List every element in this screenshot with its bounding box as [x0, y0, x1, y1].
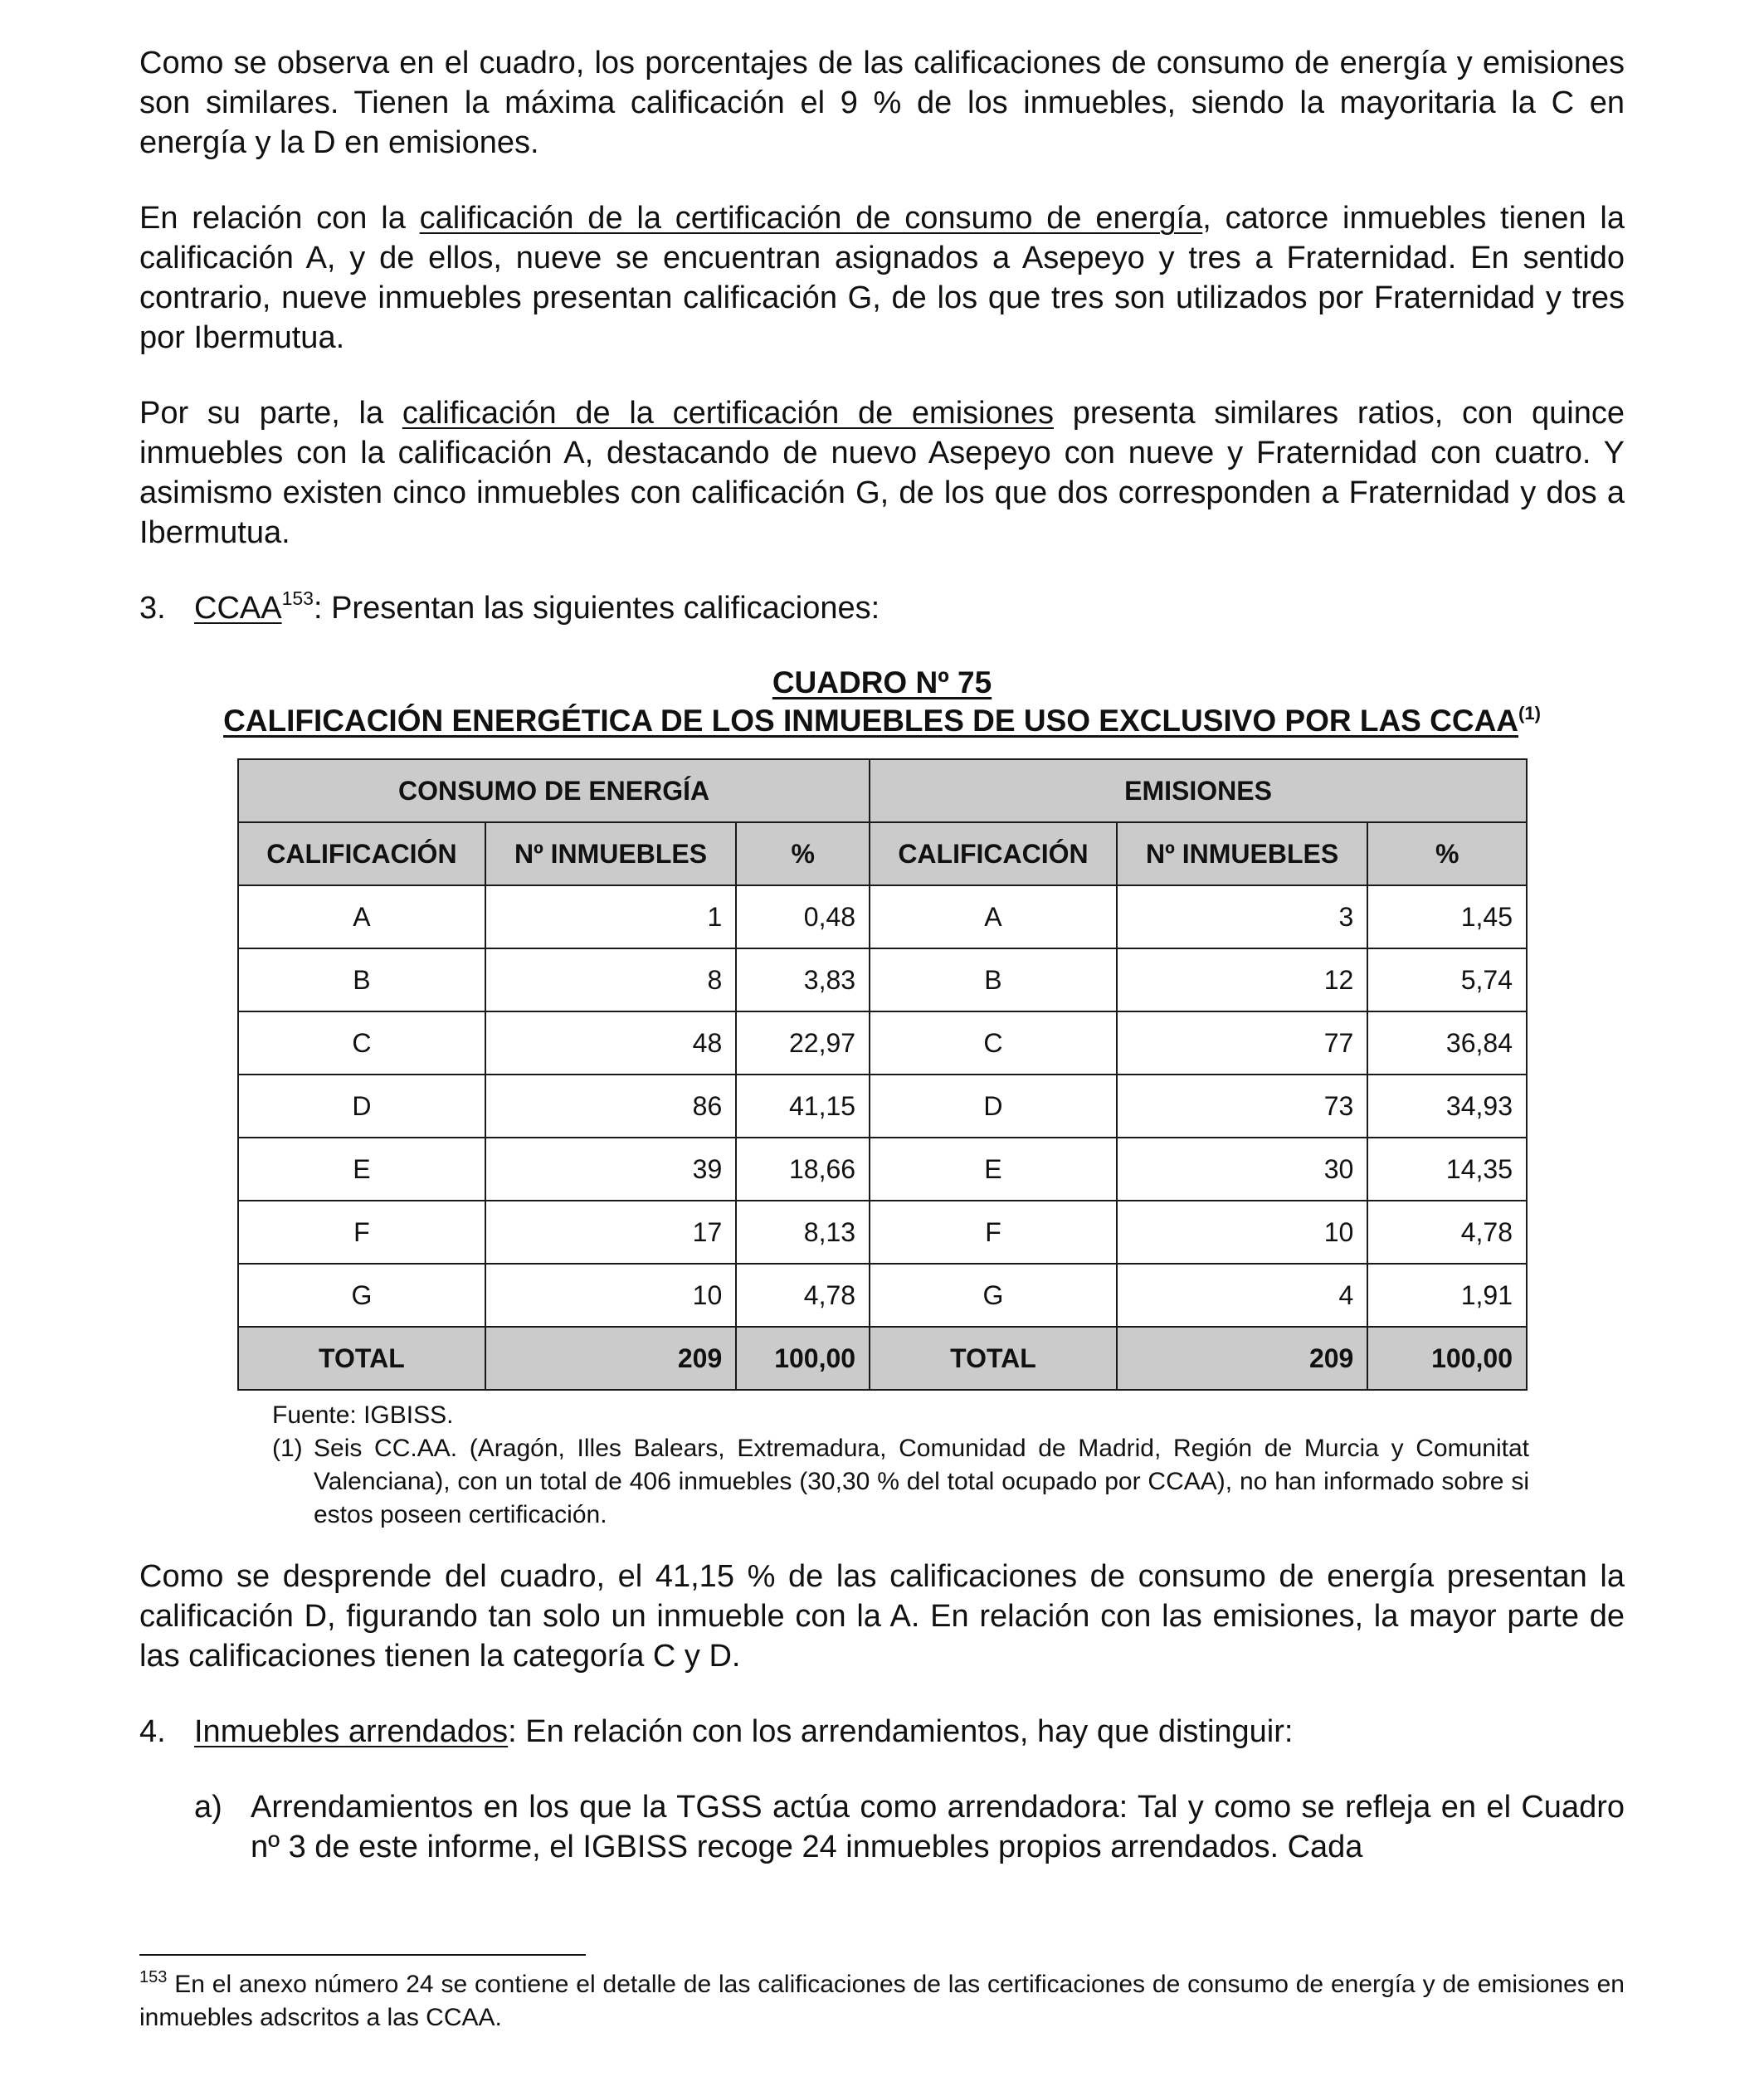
- list-item-a-marker: a): [194, 1790, 222, 1825]
- table-cell: 8,13: [736, 1201, 870, 1264]
- table-row: [238, 1011, 1527, 1075]
- table-cell: F: [870, 1201, 1117, 1264]
- paragraph-3-post: presenta similares ratios, con quince inmuebles con la calificación A, destacando de nuevo Asepeyo con nueve y Fraternidad con cuatro. Y asimismo existen cinco inmuebles con calificación G, de los que dos corresponden a Fraternidad y dos a Ibermutua.: [139, 396, 1625, 550]
- footnote-ref-153: 153: [281, 587, 314, 609]
- table-cell: 8: [485, 948, 736, 1011]
- table-caption-number: CUADRO Nº 75: [772, 665, 992, 699]
- paragraph-4: Como se desprende del cuadro, el 41,15 % de las calificaciones de consumo de energía presentan la calificación D, figurando tan solo un inmueble con la A. En relación con las emisiones, la mayor parte de las calificaciones tienen la categoría C y D.: [139, 1559, 1625, 1674]
- table-row: [238, 1138, 1527, 1201]
- list-item-3-number: 3.: [139, 591, 166, 626]
- table-cell: 100,00: [1367, 1327, 1527, 1390]
- paragraph-2: [139, 198, 1625, 358]
- after-table-content: [139, 1557, 1625, 1867]
- list-item-4: [139, 1712, 1625, 1752]
- document-page: [139, 43, 1625, 1903]
- table-cell: 36,84: [1367, 1011, 1527, 1075]
- table-cell: 14,35: [1367, 1138, 1527, 1201]
- column-header: %: [736, 822, 870, 885]
- paragraph-1: Como se observa en el cuadro, los porcentajes de las calificaciones de consumo de energía y emisiones son similares. Tienen la máxima calificación el 9 % de los inmuebles, siendo la mayoritaria la C en energía y la D en emisiones.: [139, 46, 1625, 160]
- group-header-energy: CONSUMO DE ENERGÍA: [238, 759, 870, 822]
- table-cell: 77: [1117, 1011, 1367, 1075]
- table-cell: 1: [485, 885, 736, 948]
- table-cell: G: [870, 1264, 1117, 1327]
- paragraph-2-pre: En relación con la: [139, 201, 420, 236]
- paragraph-3: [139, 393, 1625, 553]
- column-header: Nº INMUEBLES: [1117, 822, 1367, 885]
- table-cell: 1,45: [1367, 885, 1527, 948]
- table-note-text: Seis CC.AA. (Aragón, Illes Balears, Extremadura, Comunidad de Madrid, Región de Murcia y Comunitat Valenciana), con un total de 406 inmuebles (30,30 % del total ocupado por CCAA), no han informado sobre si estos poseen certificación.: [314, 1435, 1529, 1528]
- table-notes: [272, 1399, 1529, 1532]
- table-cell: F: [238, 1201, 485, 1264]
- list-item-3: [139, 588, 1625, 628]
- table-group-header-row: [238, 759, 1527, 822]
- group-header-emissions: EMISIONES: [870, 759, 1527, 822]
- table-row: [238, 1075, 1527, 1138]
- table-cell: C: [870, 1011, 1117, 1075]
- table-caption-note-ref: (1): [1518, 703, 1541, 724]
- paragraph-3-pre: Por su parte, la: [139, 396, 402, 431]
- table-cell: TOTAL: [870, 1327, 1117, 1390]
- table-cell: 30: [1117, 1138, 1367, 1201]
- table-cell: C: [238, 1011, 485, 1075]
- table-row: [238, 1201, 1527, 1264]
- table-cell: 4,78: [1367, 1201, 1527, 1264]
- table-cell: 0,48: [736, 885, 870, 948]
- list-item-4-number: 4.: [139, 1714, 166, 1749]
- table-cell: 1,91: [1367, 1264, 1527, 1327]
- column-header: Nº INMUEBLES: [485, 822, 736, 885]
- table-cell: 3: [1117, 885, 1367, 948]
- list-item-3-heading: CCAA: [194, 591, 282, 626]
- table-cell: 10: [1117, 1201, 1367, 1264]
- table-cell: 17: [485, 1201, 736, 1264]
- table-cell: 18,66: [736, 1138, 870, 1201]
- table-cell: 209: [485, 1327, 736, 1390]
- table-cell: E: [238, 1138, 485, 1201]
- list-item-a-text: Arrendamientos en los que la TGSS actúa como arrendadora: Tal y como se refleja en el Cuadro nº 3 de este informe, el IGBISS recoge 24 inmuebles propios arrendados. Cada: [251, 1790, 1625, 1864]
- table-cell: 39: [485, 1138, 736, 1201]
- table-row: [238, 948, 1527, 1011]
- paragraph-3-underlined: calificación de la certificación de emisiones: [402, 396, 1054, 431]
- column-header: CALIFICACIÓN: [870, 822, 1117, 885]
- table-cell: 48: [485, 1011, 736, 1075]
- table-row: [238, 885, 1527, 948]
- table-cell: 41,15: [736, 1075, 870, 1138]
- list-item-4-text: : En relación con los arrendamientos, hay que distinguir:: [508, 1714, 1294, 1749]
- list-item-a: [139, 1787, 1625, 1867]
- table-caption: [139, 664, 1625, 740]
- list-item-4-heading: Inmuebles arrendados: [194, 1714, 509, 1749]
- table-note-1: [272, 1432, 1529, 1532]
- table-cell: E: [870, 1138, 1117, 1201]
- table-cell: D: [238, 1075, 485, 1138]
- column-header: CALIFICACIÓN: [238, 822, 485, 885]
- table-cell: B: [238, 948, 485, 1011]
- table-cell: 3,83: [736, 948, 870, 1011]
- table-cell: 10: [485, 1264, 736, 1327]
- footnote-text: En el anexo número 24 se contiene el detalle de las calificaciones de las certificaciones de consumo de energía y de emisiones en inmuebles adscritos a las CCAA.: [139, 1971, 1625, 2031]
- table-cell: G: [238, 1264, 485, 1327]
- table-cell: 209: [1117, 1327, 1367, 1390]
- table-cell: D: [870, 1075, 1117, 1138]
- list-item-3-text: : Presentan las siguientes calificaciones:: [313, 591, 880, 626]
- footnote-153: [139, 1968, 1625, 2035]
- table-cell: 34,93: [1367, 1075, 1527, 1138]
- table-cell: 86: [485, 1075, 736, 1138]
- table-cell: 100,00: [736, 1327, 870, 1390]
- paragraph-2-underlined: calificación de la certificación de consumo de energía: [419, 201, 1203, 236]
- table-cell: 5,74: [1367, 948, 1527, 1011]
- footnote-number: 153: [139, 1968, 168, 1986]
- table-cell: 73: [1117, 1075, 1367, 1138]
- table-cell: A: [238, 885, 485, 948]
- column-header: %: [1367, 822, 1527, 885]
- table-source: Fuente: IGBISS.: [272, 1401, 454, 1429]
- table-cell: 22,97: [736, 1011, 870, 1075]
- table-cell: B: [870, 948, 1117, 1011]
- table-column-header-row: [238, 822, 1527, 885]
- energy-rating-table: [237, 758, 1528, 1391]
- table-cell: 12: [1117, 948, 1367, 1011]
- footnote-separator: [139, 1954, 586, 1956]
- table-row: [238, 1264, 1527, 1327]
- table-total-row: [238, 1327, 1527, 1390]
- table-cell: A: [870, 885, 1117, 948]
- table-caption-title: CALIFICACIÓN ENERGÉTICA DE LOS INMUEBLES DE USO EXCLUSIVO POR LAS CCAA: [223, 704, 1519, 738]
- paragraph-2-post: , catorce inmuebles tienen la calificación A, y de ellos, nueve se encuentran asignados a Asepeyo y tres a Fraternidad. En sentido contrario, nueve inmuebles presentan calificación G, de los que tres son utilizados por Fraternidad y tres por Ibermutua.: [139, 201, 1625, 355]
- table-cell: TOTAL: [238, 1327, 485, 1390]
- table-cell: 4,78: [736, 1264, 870, 1327]
- table-cell: 4: [1117, 1264, 1367, 1327]
- table-note-marker: (1): [272, 1435, 303, 1462]
